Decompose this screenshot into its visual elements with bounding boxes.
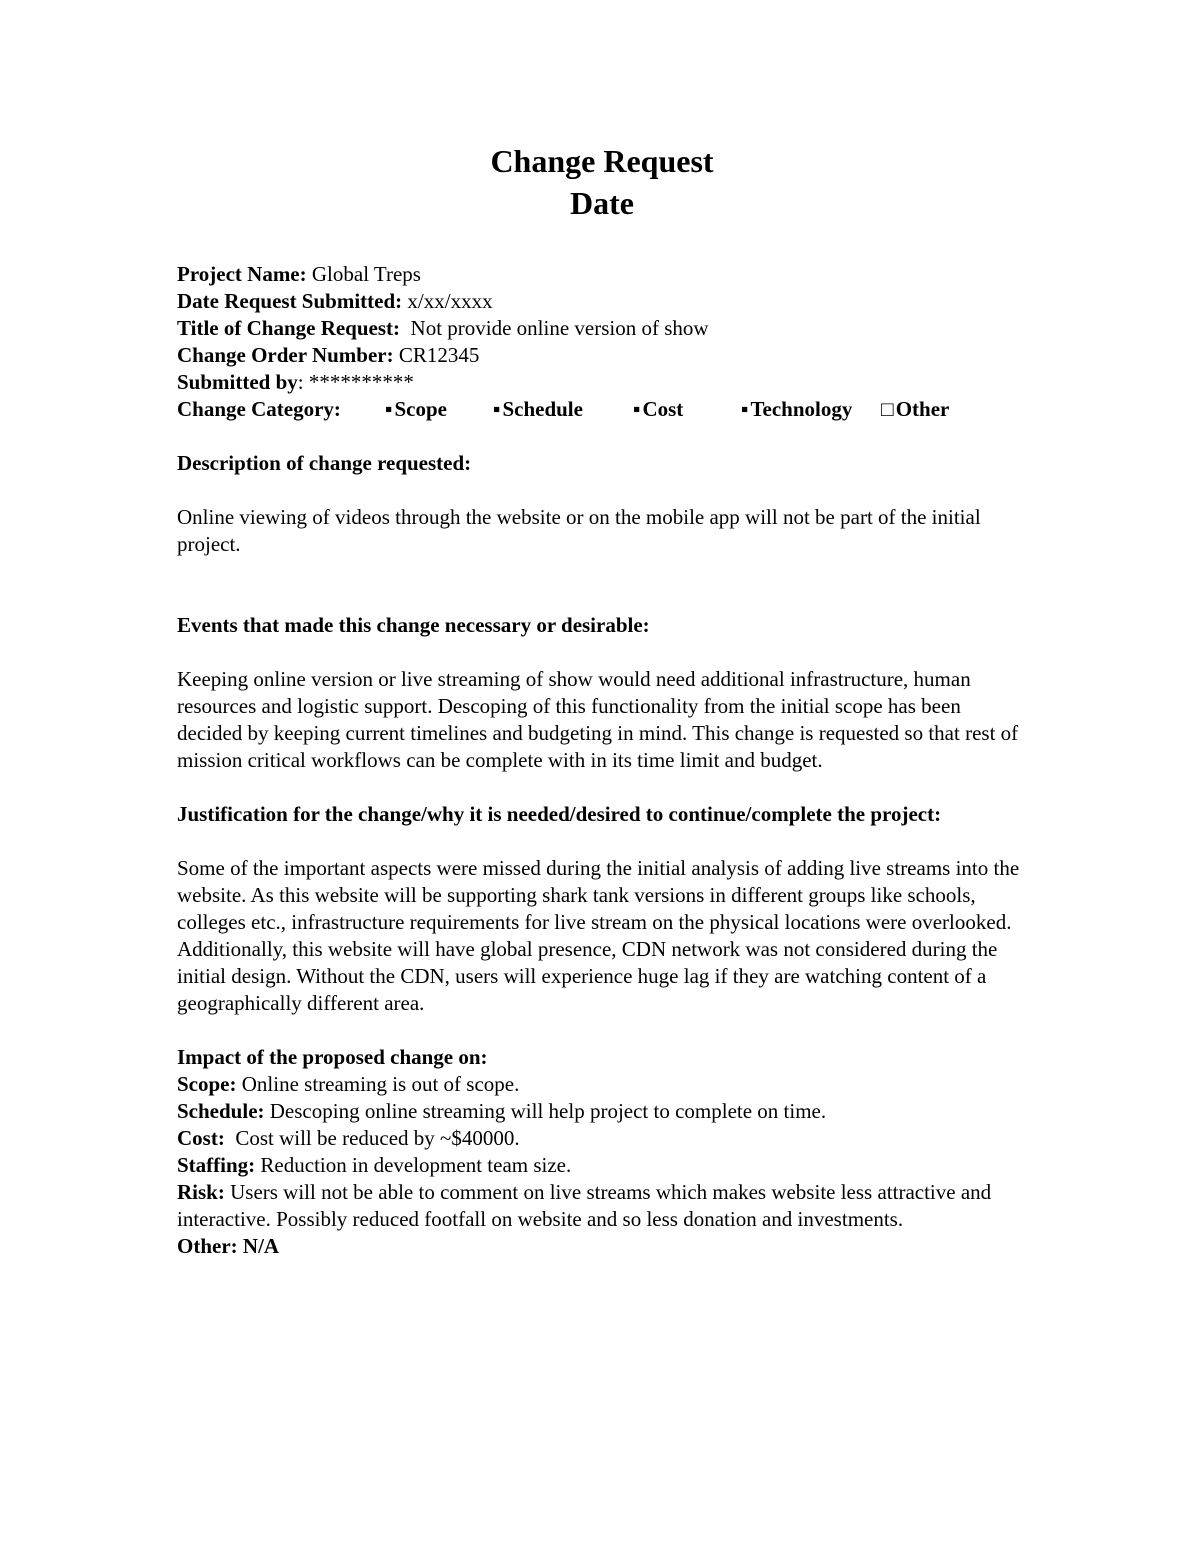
impact-cost-value: Cost will be reduced by ~$40000.: [224, 1126, 520, 1150]
document-body: [177, 140, 1027, 1260]
impact-schedule-value: Descoping online streaming will help project to complete on time.: [264, 1099, 827, 1123]
date-submitted-row: [177, 288, 1027, 315]
order-number-label: Change Order Number:: [177, 343, 394, 367]
filled-checkbox-icon: ▪: [633, 397, 641, 421]
justification-text: Some of the important aspects were missed during the initial analysis of adding live streams into the website. As this website will be supporting shark tank versions in different groups like schools, colleges etc., infrastructure requirements for live stream on the physical locations were overlooked. Additionally, this website will have global presence, CDN network was not considered during the initial design. Without the CDN, users will experience huge lag if they are watching content of a geographically different area.: [177, 856, 1020, 1015]
impact-risk-value: Users will not be able to comment on live streams which makes website less attractive and interactive. Possibly reduced footfall on website and so less donation and investments.: [177, 1180, 997, 1231]
category-other-label: Other: [895, 397, 950, 421]
category-technology: [741, 396, 881, 423]
impact-other-label: Other:: [177, 1234, 238, 1258]
change-title-row: [177, 315, 1027, 342]
title-line-2: Date: [570, 185, 634, 221]
impact-cost: [177, 1125, 1027, 1152]
impact-cost-label: Cost:: [177, 1126, 225, 1150]
impact-staffing-label: Staffing:: [177, 1153, 256, 1177]
impact-schedule: [177, 1098, 1027, 1125]
category-other: [881, 396, 949, 423]
filled-checkbox-icon: ▪: [385, 397, 393, 421]
filled-checkbox-icon: ▪: [493, 397, 501, 421]
date-submitted-value: x/xx/xxxx: [402, 289, 493, 313]
empty-checkbox-icon: □: [881, 397, 894, 421]
title-line-1: Change Request: [490, 143, 714, 179]
justification-heading: Justification for the change/why it is needed/desired to continue/complete the project:: [177, 802, 942, 826]
impact-staffing: [177, 1152, 1027, 1179]
category-scope: [385, 396, 493, 423]
change-title-value: Not provide online version of show: [400, 316, 709, 340]
impact-section: [177, 1044, 1027, 1260]
submitted-by-row: [177, 369, 1027, 396]
events-section: [177, 612, 1027, 774]
description-section: [177, 450, 1027, 558]
impact-risk-label: Risk:: [177, 1180, 225, 1204]
justification-section: [177, 801, 1027, 1017]
events-text: Keeping online version or live streaming of show would need additional infrastructure, human resources and logistic support. Descoping of this functionality from the initial scope has been decided by keeping current timelines and budgeting in mind. This change is requested so that rest of mission critical workflows can be complete with in its time limit and budget.: [177, 667, 1019, 772]
change-category-label: Change Category:: [177, 397, 341, 421]
events-heading: Events that made this change necessary or desirable:: [177, 613, 650, 637]
impact-staffing-value: Reduction in development team size.: [255, 1153, 572, 1177]
submitted-by-label: Submitted by: [177, 370, 298, 394]
impact-other-value: N/A: [237, 1234, 280, 1258]
impact-scope-label: Scope:: [177, 1072, 237, 1096]
impact-heading: Impact of the proposed change on:: [177, 1045, 488, 1069]
project-name-label: Project Name:: [177, 262, 307, 286]
change-title-label: Title of Change Request:: [177, 316, 401, 340]
project-name-row: [177, 261, 1027, 288]
category-scope-label: Scope: [394, 397, 447, 421]
category-cost: [633, 396, 741, 423]
impact-schedule-label: Schedule:: [177, 1099, 265, 1123]
request-details: [177, 261, 1027, 423]
document-title: [177, 140, 1027, 224]
category-technology-label: Technology: [750, 397, 853, 421]
category-schedule-label: Schedule: [502, 397, 583, 421]
description-heading: Description of change requested:: [177, 451, 472, 475]
order-number-row: [177, 342, 1027, 369]
impact-other: [177, 1233, 1027, 1260]
date-submitted-label: Date Request Submitted:: [177, 289, 403, 313]
order-number-value: CR12345: [393, 343, 480, 367]
impact-scope: [177, 1071, 1027, 1098]
project-name-value: Global Treps: [306, 262, 421, 286]
change-category-row: [177, 396, 1027, 423]
filled-checkbox-icon: ▪: [741, 397, 749, 421]
submitted-by-value: : **********: [297, 370, 414, 394]
impact-risk: [177, 1179, 1027, 1233]
description-text: Online viewing of videos through the website or on the mobile app will not be part of the initial project.: [177, 505, 981, 556]
category-cost-label: Cost: [642, 397, 684, 421]
category-schedule: [493, 396, 633, 423]
impact-scope-value: Online streaming is out of scope.: [236, 1072, 520, 1096]
